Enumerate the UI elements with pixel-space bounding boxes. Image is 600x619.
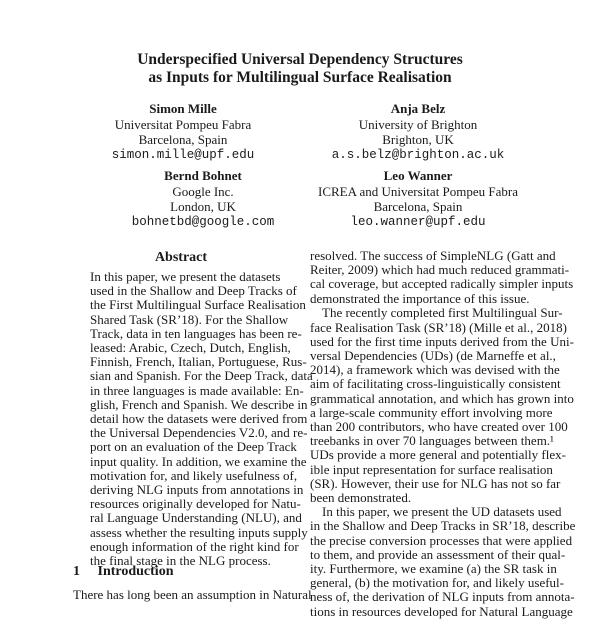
text-line: ible input representation for surface realisation: [310, 461, 553, 477]
text-line: Shared Task (SR’18). For the Shallow: [90, 311, 289, 327]
section-number: 1: [73, 564, 80, 579]
text-line: detail how the datasets were derived from: [90, 411, 308, 426]
text-line: leased: Arabic, Czech, Dutch, English,: [90, 340, 291, 355]
text-line: enough information of the right kind for: [90, 538, 299, 554]
text-line: versal Dependencies (UDs) (de Marneffe et al.,: [310, 347, 556, 363]
abstract-heading: Abstract: [154, 250, 208, 265]
author-name: Simon Mille: [149, 101, 217, 116]
text-line: In this paper, we present the datasets: [90, 269, 281, 284]
author-name: Leo Wanner: [383, 168, 453, 183]
text-line: been demonstrated.: [310, 489, 412, 505]
text-line: There has long been an assumption in Natural: [73, 587, 312, 602]
text-line: ity. Furthermore, we examine (a) the SR task in: [310, 560, 557, 576]
text-line: In this paper, we present the UD datasets used: [322, 504, 562, 520]
author-email[interactable]: leo.wanner@upf.edu: [350, 214, 486, 229]
text-line: than 200 contributors, who have created over 100: [310, 418, 568, 434]
text-line: port on an evaluation of the Deep Track: [90, 439, 297, 455]
text-line: face Realisation Task (SR’18) (Mille et al., 2018): [310, 319, 567, 335]
text-line: 2014), a framework which was devised with the: [310, 362, 560, 378]
author-name: Bernd Bohnet: [164, 168, 242, 183]
author-location: London, UK: [170, 199, 236, 214]
author-affiliation: ICREA and Universitat Pompeu Fabra: [317, 183, 519, 199]
text-line: aim of facilitating cross-linguistically consistent: [310, 376, 561, 392]
text-line: resources originally developed for Natu-: [90, 496, 301, 512]
text-line: in three languages is made available: En-: [90, 382, 304, 398]
author-email[interactable]: bohnetbd@google.com: [131, 214, 275, 229]
author-email[interactable]: simon.mille@upf.edu: [111, 147, 255, 162]
text-line: Track, data in ten languages has been re-: [90, 325, 302, 341]
text-line: resolved. The success of SimpleNLG (Gatt and: [310, 248, 556, 263]
author-affiliation: Universitat Pompeu Fabra: [114, 116, 252, 132]
text-line: tions in resources developed for Natural Language: [310, 603, 573, 619]
author-block: [268, 101, 568, 163]
text-line: ness of, the derivation of NLG inputs from annota-: [310, 589, 575, 605]
text-line: The recently completed first Multilingual Sur-: [322, 305, 563, 321]
text-line: input quality. In addition, we examine the: [90, 453, 307, 469]
text-line: used for the first time inputs derived from the Uni-: [310, 333, 574, 349]
text-line: the precise conversion processes that were applied: [310, 532, 573, 548]
author-name: Anja Belz: [390, 101, 446, 116]
author-location: Barcelona, Spain: [373, 199, 463, 214]
text-line: used in the Shallow and Deep Tracks of: [90, 283, 297, 299]
author-affiliation: University of Brighton: [358, 116, 478, 132]
section-heading: [73, 564, 173, 580]
author-block: [268, 168, 568, 230]
author-location: Brighton, UK: [382, 132, 454, 147]
text-line: the First Multilingual Surface Realisation: [90, 297, 306, 313]
text-line: in the Shallow and Deep Tracks in SR’18, describe: [310, 518, 576, 534]
text-line: UDs provide a more general and potentially flex-: [310, 447, 566, 463]
text-line: (SR). However, their use for NLG has not so far: [310, 475, 561, 491]
author-email[interactable]: a.s.belz@brighton.ac.uk: [331, 147, 505, 162]
text-line: the Universal Dependencies V2.0, and re-: [90, 425, 308, 441]
text-line: the final stage in the NLG process.: [90, 553, 271, 568]
text-line: to them, and provide an assessment of their qual-: [310, 546, 566, 562]
text-line: ral Language Understanding (NLU), and: [90, 510, 302, 526]
text-line: grammatical annotation, and which has grown into: [310, 390, 574, 406]
text-line: cal coverage, but accepted radically simpler inputs: [310, 276, 574, 292]
text-line: deriving NLG inputs from annotations in: [90, 482, 304, 497]
paper-title-line-1: Underspecified Universal Dependency Structures: [137, 51, 463, 68]
text-line: general, (b) the motivation for, and likely useful-: [310, 575, 564, 591]
section-title: Introduction: [97, 564, 174, 579]
author-location: Barcelona, Spain: [138, 132, 228, 147]
author-affiliation: Google Inc.: [172, 183, 234, 199]
text-line: treebanks in over 70 languages between them.¹: [310, 433, 554, 449]
text-line: sian and Spanish. For the Deep Track, data: [90, 368, 313, 384]
text-line: Reiter, 2009) which had much reduced grammati-: [310, 262, 570, 278]
text-line: glish, French and Spanish. We describe in: [90, 396, 308, 412]
text-line: demonstrated the importance of this issue.: [310, 290, 530, 306]
text-line: assess whether the resulting inputs supply: [90, 524, 308, 540]
text-line: motivation for, and likely usefulness of,: [90, 467, 298, 483]
text-line: Finnish, French, Italian, Portuguese, Rus-: [90, 354, 307, 370]
text-line: a large-scale community effort involving more: [310, 404, 553, 420]
paper-title-line-2: as Inputs for Multilingual Surface Realisation: [148, 69, 452, 86]
